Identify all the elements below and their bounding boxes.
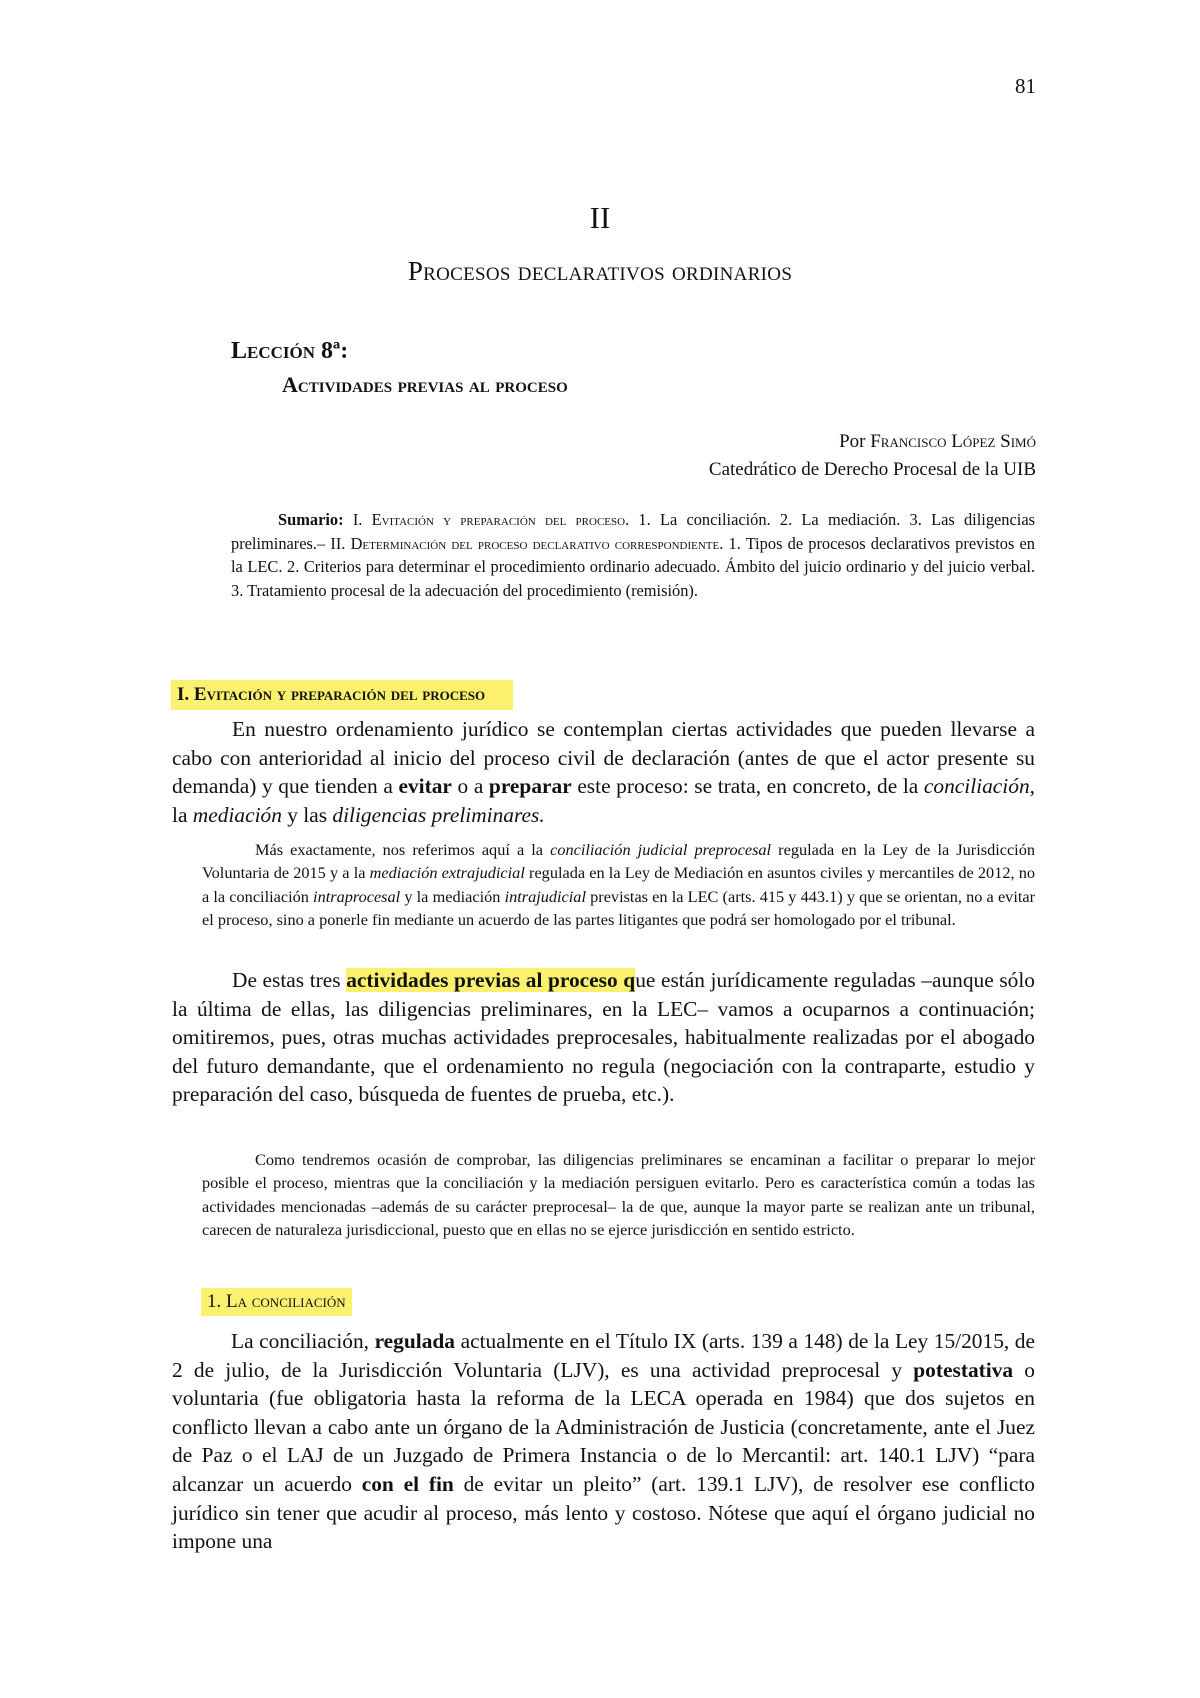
para1-italic-diligencias: diligencias preliminares.: [332, 802, 545, 827]
author-line: [436, 428, 1036, 456]
para3-text-g: de evitar un pleito” (art. 139.1 LJV), de resolver ese conflicto jurídico sin tener que acudir al proceso, más lento y costoso. Nótese que aquí el órgano judicial no impone una: [172, 1471, 1035, 1554]
para3-text-c: actualmente en el Título IX (arts. 139 a 148) de la Ley 15/2015, de 2 de julio, de la Jurisdicción Voluntaria (LJV), es una actividad preprocesal y: [172, 1329, 1035, 1382]
para2-text-c: ue están jurídicamente reguladas –aunque sólo la última de ellas, las diligencias preliminares, en la LEC– vamos a ocuparnos a continuación; omitiremos, pues, otras muchas actividades preprocesales, habitualmente realizadas por el abogado del futuro demandante, que el ordenamiento no regula (negociación con la contraparte, estudio y preparación del caso, búsqueda de fuentes de prueba, etc.).: [172, 968, 1036, 1107]
paragraph-3: [172, 1327, 1035, 1556]
para3-bold-potestativa: potestativa: [913, 1357, 1014, 1382]
note1-text-i: previstas en la LEC (arts. 415 y 443.1) y que se orientan, no a evitar el proceso, sino a ponerle fin mediante un acuerdo de las partes litigantes que podrá ser homologado por el tribunal.: [202, 886, 1036, 930]
para1-text-a: En nuestro ordenamiento jurídico se contemplan ciertas actividades que pueden llevarse a cabo con anterioridad al inicio del proceso civil de declaración (antes de que el actor presente su demanda) y que tienden a: [172, 717, 1035, 799]
author-name: Francisco López Simó: [870, 431, 1036, 452]
summary-label: Sumario:: [278, 510, 344, 529]
section-heading: I. Evitación y preparación del proceso: [171, 680, 513, 710]
author-block: [436, 428, 1036, 484]
author-prefix: Por: [839, 431, 871, 452]
summary-part1: I.: [343, 510, 372, 529]
subsection-heading: 1. La conciliación: [201, 1288, 352, 1316]
note1-italic-f: intraprocesal: [313, 886, 401, 906]
part-numeral: II: [589, 200, 611, 235]
page-number: 81: [1015, 74, 1036, 98]
note1-text-c: regulada en la Ley de la Jurisdicción Voluntaria de 2015 y a la: [202, 840, 1035, 883]
note1-text-g: y la mediación: [400, 886, 505, 906]
summary-part1-title: Evitación y preparación del proceso: [371, 510, 626, 529]
lesson-title: Lección 8ª:: [231, 338, 349, 364]
note-2: Como tendremos ocasión de comprobar, las diligencias preliminares se encaminan a facilitar o preparar lo mejor posible el proceso, mientras que la conciliación y la mediación persiguen evitarlo. Pero es característica común a todas las actividades mencionadas –además de su carácter preprocesal– la de que, aunque la mayor parte se realizan ante un tribunal, carecen de naturaleza jurisdiccional, puesto que en ellas no se ejerce jurisdicción en sentido estricto.: [202, 1150, 1035, 1240]
summary: [231, 508, 1035, 602]
note1-text-e: regulada en la Ley de Mediación en asuntos civiles y mercantiles de 2012, no a la conciliación: [202, 863, 1036, 906]
part-title: Procesos declarativos ordinarios: [407, 256, 793, 286]
para3-text-a: La conciliación,: [231, 1329, 375, 1353]
para1-text-i: y las: [281, 802, 333, 827]
para1-text-e: este proceso: se trata, en concreto, de la: [571, 774, 924, 799]
para1-bold-preparar: preparar: [488, 774, 572, 799]
author-role: Catedrático de Derecho Procesal de la UIB: [708, 459, 1036, 480]
paragraph-2: [172, 966, 1035, 1109]
para1-italic-mediacion: mediación: [192, 802, 282, 827]
para1-italic-conciliacion: conciliación,: [923, 774, 1035, 799]
note1-italic-b: conciliación judicial preprocesal: [550, 840, 772, 859]
summary-part3: . 1. Tipos de procesos declarativos previstos en la LEC. 2. Criterios para determinar el procedimiento ordinario adecuado. Ámbito del juicio ordinario y del juicio verbal. 3. Tratamiento procesal de la adecuación del procedimiento (remisión).: [231, 533, 1035, 600]
para1-text-c: o a: [451, 774, 489, 799]
para3-text-e: o voluntaria (fue obligatoria hasta la reforma de la LECA operada en 1984) que dos sujetos en conflicto llevan a cabo ante un órgano de la Administración de Justicia (concretamente, ante el Juez de Paz o el LAJ de un Juzgado de Primera Instancia o de lo Mercantil: art. 140.1 LJV) “para alcanzar un acuerdo: [172, 1357, 1035, 1496]
para1-text-g: la: [172, 802, 193, 827]
para2-text-a: De estas tres: [232, 968, 347, 992]
summary-part2-title: Determinación del proceso declarativo correspondiente: [350, 533, 720, 553]
note1-italic-h: intrajudicial: [504, 886, 586, 906]
note1-text-a: Más exactamente, nos referimos aquí a la: [255, 840, 551, 859]
summary-part2: . 1. La conciliación. 2. La mediación. 3. Las diligencias preliminares.– II.: [231, 510, 1035, 553]
para3-bold-con-el-fin: con el fin: [361, 1471, 454, 1496]
para1-bold-evitar: evitar: [398, 774, 452, 799]
paragraph-1: [172, 715, 1035, 829]
para3-bold-regulada: regulada: [374, 1329, 456, 1353]
note-1: [202, 838, 1035, 932]
para2-highlight: actividades previas al proceso q: [346, 968, 636, 992]
lesson-subtitle: Actividades previas al proceso: [282, 372, 568, 397]
note1-italic-d: mediación extrajudicial: [369, 863, 525, 883]
